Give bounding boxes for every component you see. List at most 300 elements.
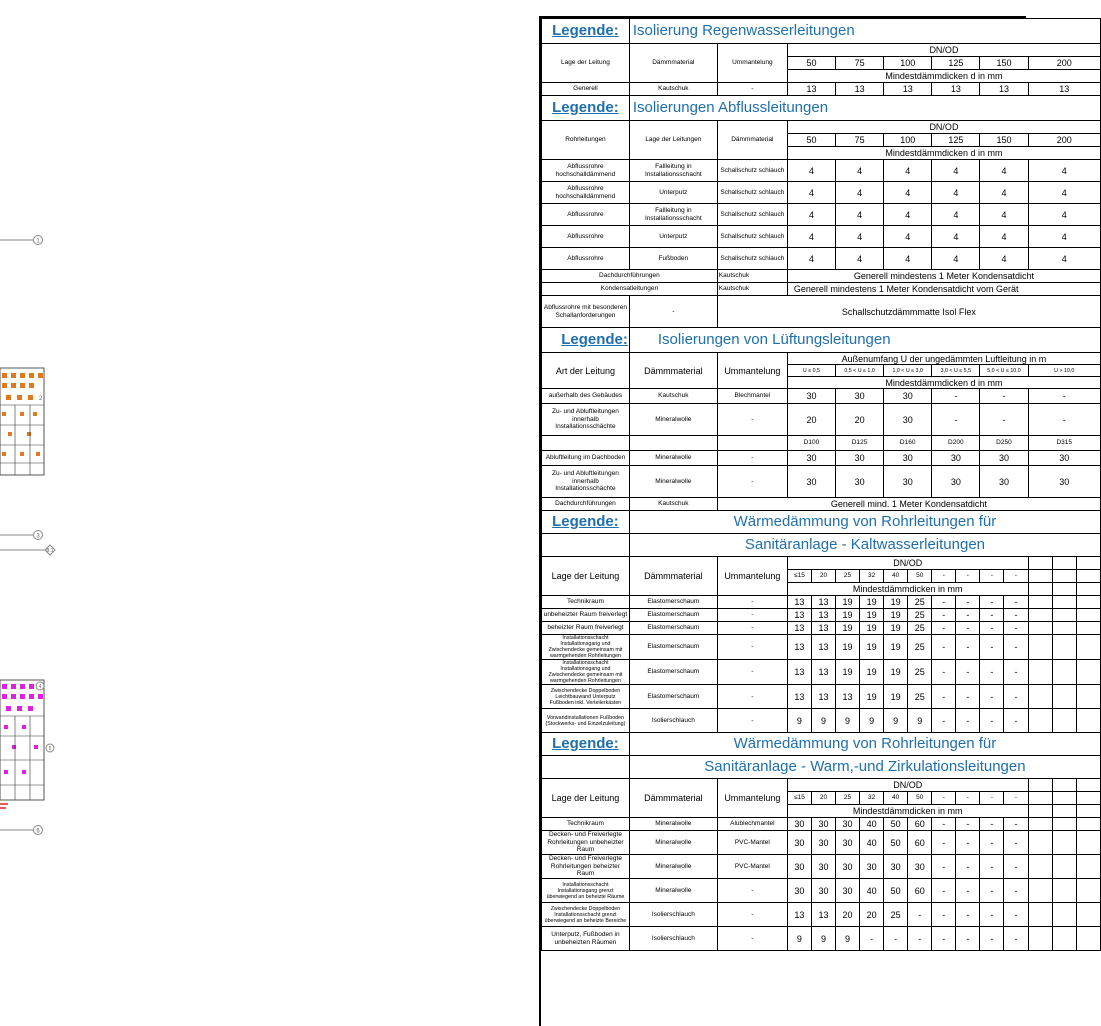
table-row	[542, 831, 1101, 855]
t5-empty-cell	[1076, 831, 1100, 855]
t5-size: 25	[836, 792, 860, 805]
t4-cell: -	[980, 609, 1004, 622]
t3-mat: Mineralwolle	[629, 466, 717, 498]
t5-cell: 30	[908, 855, 932, 879]
table-row	[542, 83, 1101, 96]
t3-cell: 30	[932, 466, 980, 498]
t4-mat: Elastomerschaum	[629, 635, 717, 660]
t3-cell: 30	[980, 466, 1028, 498]
t2-schall-label: Abflussrohre mit besonderen Schallanforderungen	[542, 296, 630, 328]
t3-aussen: Außenumfang U der ungedämmten Luftleitung in m	[787, 353, 1100, 365]
t3-dach-mat: Kautschuk	[629, 498, 717, 511]
t5-cell: -	[1004, 879, 1028, 903]
t5-cell: 9	[787, 927, 811, 951]
t4-cell: -	[956, 709, 980, 733]
t5-empty-cell	[1028, 903, 1052, 927]
t2-cell: 4	[836, 204, 884, 226]
table-row	[542, 436, 1101, 451]
t3-cell: 30	[836, 451, 884, 466]
t4-title2: Sanitäranlage - Kaltwasserleitungen	[629, 534, 1100, 557]
table-row	[542, 609, 1101, 622]
t4-empty-cell	[1052, 685, 1076, 709]
magenta-pipe-block	[0, 680, 54, 808]
t3-cell: 30	[787, 451, 835, 466]
t5-cell: -	[956, 927, 980, 951]
svg-text:1: 1	[36, 238, 40, 245]
t2-cell: 4	[787, 204, 835, 226]
t2-col-lage: Lage der Leitungen	[629, 121, 717, 160]
table-row	[542, 855, 1101, 879]
t4-size: 32	[860, 570, 884, 583]
t3-dsize: D100	[787, 436, 835, 451]
t4-cell: -	[1004, 609, 1028, 622]
t4-cell: -	[932, 660, 956, 685]
t4-empty-cell	[1076, 609, 1100, 622]
t4-empty-cell	[1076, 622, 1100, 635]
t3-col-art: Art der Leitung	[542, 353, 630, 389]
t4-cell: -	[932, 709, 956, 733]
t4-cell: 19	[884, 609, 908, 622]
t4-cell: -	[932, 635, 956, 660]
t4-cell: 25	[908, 596, 932, 609]
t5-cell: -	[932, 855, 956, 879]
t5-dnod: DN/OD	[787, 779, 1028, 792]
t4-cell: -	[980, 660, 1004, 685]
t4-empty-cell	[1052, 709, 1076, 733]
t4-size: 50	[908, 570, 932, 583]
t5-cell: 50	[884, 818, 908, 831]
table-row	[542, 226, 1101, 248]
t2-cell: 4	[932, 248, 980, 270]
t5-cell: -	[1004, 903, 1028, 927]
t4-umm: -	[717, 635, 787, 660]
t5-cell: 40	[860, 831, 884, 855]
t4-cell: -	[956, 596, 980, 609]
t3-art: Zu- und Abluftleitungen innerhalb Installationsschächte	[542, 404, 630, 436]
t4-cell: -	[980, 622, 1004, 635]
t3-cell: 30	[980, 451, 1028, 466]
t5-cell: 30	[811, 818, 835, 831]
t4-empty-cell	[1028, 596, 1052, 609]
t5-cell: -	[980, 855, 1004, 879]
table-row	[542, 685, 1101, 709]
t1-dnod: DN/OD	[787, 44, 1100, 57]
t5-lage: Decken- und Freiverlegte Rohrleitungen beheizter Raum	[542, 855, 630, 879]
t1-cell: 13	[980, 83, 1028, 96]
legend-table	[541, 18, 1101, 951]
t5-lage: Technikraum	[542, 818, 630, 831]
t4-lage: unbeheizter Raum freiverlegt	[542, 609, 630, 622]
t4-cell: 25	[908, 622, 932, 635]
table-row	[542, 879, 1101, 903]
t4-cell: -	[956, 685, 980, 709]
axis-line-3	[0, 531, 55, 556]
t4-cell: 19	[860, 609, 884, 622]
t4-cell: 13	[811, 596, 835, 609]
t3-art: Zu- und Abluftleitungen innerhalb Installationsschächte	[542, 466, 630, 498]
t2-cell: 4	[884, 182, 932, 204]
t2-legend: Legende:	[542, 96, 630, 121]
t5-size: 40	[884, 792, 908, 805]
table-row	[542, 296, 1101, 328]
t5-umm: -	[717, 879, 787, 903]
t4-empty-cell	[1052, 635, 1076, 660]
t3-cell: -	[980, 389, 1028, 404]
t5-title2: Sanitäranlage - Warm,-und Zirkulationsleitungen	[629, 756, 1100, 779]
t5-empty-cell	[1028, 855, 1052, 879]
t2-mat: Schallschutz schlauch	[717, 182, 787, 204]
t3-range: U > 10,0	[1028, 365, 1100, 377]
table-row	[542, 160, 1101, 182]
t5-mat: Isolierschlauch	[629, 903, 717, 927]
table-row	[542, 404, 1101, 436]
t4-cell: 13	[787, 660, 811, 685]
t3-range: 0,5 < U ≤ 1,0	[836, 365, 884, 377]
t4-lage: Zwischendecke Doppelboden Leichtbauwand Unterputz Fußboden inkl. Verteilerkästen	[542, 685, 630, 709]
t3-mat: Mineralwolle	[629, 404, 717, 436]
t2-cell: 4	[1028, 160, 1100, 182]
t4-cell: -	[1004, 596, 1028, 609]
t5-cell: -	[1004, 855, 1028, 879]
t5-cell: 60	[908, 831, 932, 855]
svg-text:5: 5	[48, 746, 52, 752]
t4-empty-cell	[1028, 609, 1052, 622]
t5-cell: 9	[811, 927, 835, 951]
t3-dach-label: Dachdurchführungen	[542, 498, 630, 511]
t3-art: außerhalb des Gebäudes	[542, 389, 630, 404]
t4-empty-cell	[1052, 660, 1076, 685]
t2-lage: Unterputz	[629, 226, 717, 248]
t2-cell: 4	[1028, 204, 1100, 226]
t5-cell: 30	[836, 818, 860, 831]
t4-cell: -	[956, 660, 980, 685]
t2-cell: 4	[1028, 182, 1100, 204]
axis-line-6	[0, 826, 43, 835]
t3-cell: -	[980, 404, 1028, 436]
t4-empty-cell	[1052, 609, 1076, 622]
t1-col-umm: Ummantelung	[717, 44, 787, 83]
t4-cell: -	[980, 635, 1004, 660]
t5-cell: 25	[884, 903, 908, 927]
t4-cell: 19	[884, 685, 908, 709]
t5-empty-cell	[1076, 879, 1100, 903]
t5-size: 50	[908, 792, 932, 805]
t5-cell: 30	[787, 855, 811, 879]
table-row	[542, 451, 1101, 466]
t2-rohr: Abflussrohre	[542, 204, 630, 226]
t4-cell: 13	[811, 622, 835, 635]
t4-empty-cell	[1028, 622, 1052, 635]
t4-cell: 25	[908, 609, 932, 622]
t5-empty-cell	[1052, 792, 1076, 805]
t4-cell: -	[980, 596, 1004, 609]
t5-cell: 30	[884, 855, 908, 879]
t5-cell: -	[956, 818, 980, 831]
t4-cell: -	[932, 609, 956, 622]
t4-cell: 9	[908, 709, 932, 733]
t2-cell: 4	[836, 248, 884, 270]
t2-cell: 4	[932, 226, 980, 248]
t1-row-lage: Generell	[542, 83, 630, 96]
t4-cell: 19	[860, 685, 884, 709]
t5-cell: -	[1004, 818, 1028, 831]
t1-row-mat: Kautschuk	[629, 83, 717, 96]
t3-cell: -	[932, 389, 980, 404]
t5-empty-cell	[1052, 927, 1076, 951]
t5-cell: -	[980, 831, 1004, 855]
t4-cell: 19	[836, 635, 860, 660]
t4-mat: Elastomerschaum	[629, 660, 717, 685]
t4-umm: -	[717, 609, 787, 622]
t4-cell: 19	[860, 622, 884, 635]
t4-mat: Elastomerschaum	[629, 609, 717, 622]
t4-cell: 25	[908, 635, 932, 660]
t3-cell: 20	[787, 404, 835, 436]
t2-schall-text: Schallschutzdämmmatte Isol Flex	[717, 296, 1100, 328]
t2-mindest: Mindestdämmdicken d in mm	[787, 147, 1100, 160]
t4-cell: -	[1004, 660, 1028, 685]
table-row	[542, 204, 1101, 226]
t4-size: -	[980, 570, 1004, 583]
t3-cell: -	[1028, 389, 1100, 404]
t4-size: 25	[836, 570, 860, 583]
t4-cell: -	[1004, 685, 1028, 709]
t5-empty-cell	[1052, 903, 1076, 927]
t4-cell: 25	[908, 660, 932, 685]
t2-header-row	[542, 96, 1101, 121]
t4-empty-cell	[1028, 660, 1052, 685]
t2-cell: 4	[980, 226, 1028, 248]
t4-lage: Vorwandinstallationen Fußboden (Stockwerks- und Einzelzuleitung)	[542, 709, 630, 733]
t5-empty-cell	[1028, 818, 1052, 831]
t1-col-lage: Lage der Leitung	[542, 44, 630, 83]
t3-cell: -	[1028, 404, 1100, 436]
t4-cell: 13	[787, 635, 811, 660]
t5-empty-cell	[1028, 831, 1052, 855]
t5-cell: 30	[836, 831, 860, 855]
t3-dsize: D315	[1028, 436, 1100, 451]
t4-cell: 13	[787, 685, 811, 709]
t4-cell: 9	[787, 709, 811, 733]
t1-cell: 13	[836, 83, 884, 96]
t2-cell: 4	[1028, 226, 1100, 248]
t5-cell: -	[932, 879, 956, 903]
t4-cell: 9	[884, 709, 908, 733]
t3-umm: Blechmantel	[717, 389, 787, 404]
t4-empty-cell	[1052, 622, 1076, 635]
orange-pipe-block	[0, 368, 44, 475]
t3-cell: 30	[932, 451, 980, 466]
t2-dach-mat: Kautschuk	[717, 270, 787, 283]
legend-sheet	[539, 16, 1075, 1026]
t1-title: Isolierung Regenwasserleitungen	[629, 19, 1100, 44]
t4-umm: -	[717, 709, 787, 733]
t5-umm: -	[717, 927, 787, 951]
t5-size: -	[932, 792, 956, 805]
table-row	[542, 466, 1101, 498]
t4-cell: 13	[836, 685, 860, 709]
t5-cell: -	[956, 831, 980, 855]
t4-cell: -	[956, 622, 980, 635]
t4-cell: 13	[787, 622, 811, 635]
t3-header-row	[542, 328, 1101, 353]
t2-mat: Schallschutz schlauch	[717, 160, 787, 182]
t4-mat: Elastomerschaum	[629, 596, 717, 609]
t1-size: 150	[980, 57, 1028, 70]
t2-dach-label: Dachdurchführungen	[542, 270, 718, 283]
t2-mat: Schallschutz schlauch	[717, 204, 787, 226]
t3-mindest: Mindestdämmdicken d in mm	[787, 377, 1100, 389]
t3-range: 1,0 < U ≤ 3,0	[884, 365, 932, 377]
t3-range: 5,0 < U ≤ 10,0	[980, 365, 1028, 377]
svg-text:2: 2	[39, 396, 43, 402]
t4-cell: -	[932, 685, 956, 709]
t4-size: 20	[811, 570, 835, 583]
t4-empty-cell	[1076, 596, 1100, 609]
t4-lage: Installationsschacht Installationsgang und Zwischendecke gemeinsam mit warmgehenden Rohrleitungen	[542, 635, 630, 660]
t5-cell: -	[932, 818, 956, 831]
t3-cell: 30	[836, 389, 884, 404]
t4-cell: 25	[908, 685, 932, 709]
t1-size: 75	[836, 57, 884, 70]
t2-lage: Fußboden	[629, 248, 717, 270]
t2-cell: 4	[787, 182, 835, 204]
t3-cell: 30	[1028, 451, 1100, 466]
t4-cell: 9	[811, 709, 835, 733]
t3-cell: 30	[836, 466, 884, 498]
t5-empty-cell	[1052, 879, 1076, 903]
table-row	[542, 927, 1101, 951]
t4-cell: 19	[860, 635, 884, 660]
t3-col-umm: Ummantelung	[717, 353, 787, 389]
t4-empty-cell	[1052, 570, 1076, 583]
t5-umm: -	[717, 903, 787, 927]
t5-cell: 30	[860, 855, 884, 879]
t1-cell: 13	[932, 83, 980, 96]
t4-legend: Legende:	[542, 511, 630, 534]
t1-size: 100	[884, 57, 932, 70]
t5-size: 32	[860, 792, 884, 805]
t3-dsize: D250	[980, 436, 1028, 451]
t4-col-umm: Ummantelung	[717, 557, 787, 596]
t4-empty-cell	[1076, 709, 1100, 733]
table-row	[542, 903, 1101, 927]
t3-cell: 30	[884, 451, 932, 466]
t4-lage: beheizter Raum freiverlegt	[542, 622, 630, 635]
svg-text:4: 4	[38, 684, 42, 690]
t2-kond-text: Generell mindestens 1 Meter Kondensatdicht vom Gerät	[787, 283, 1100, 296]
t5-cell: 13	[787, 903, 811, 927]
t3-dsize: D160	[884, 436, 932, 451]
t5-cell: 30	[836, 879, 860, 903]
t5-mat: Mineralwolle	[629, 831, 717, 855]
t3-dsize: D125	[836, 436, 884, 451]
t5-empty-cell	[1076, 818, 1100, 831]
t3-cell: 30	[884, 466, 932, 498]
t5-cell: -	[980, 927, 1004, 951]
t5-cell: 50	[884, 879, 908, 903]
t5-cell: -	[908, 903, 932, 927]
t4-cell: 9	[860, 709, 884, 733]
table-row	[542, 635, 1101, 660]
t5-cell: -	[908, 927, 932, 951]
t5-cell: 20	[836, 903, 860, 927]
t4-empty-cell	[1028, 635, 1052, 660]
t2-cell: 4	[884, 226, 932, 248]
t2-cell: 4	[932, 182, 980, 204]
t2-size: 50	[787, 134, 835, 147]
t5-cell: -	[980, 879, 1004, 903]
t2-kond-label: Kondensatleitungen	[542, 283, 718, 296]
t4-cell: 9	[836, 709, 860, 733]
t2-cell: 4	[932, 160, 980, 182]
t4-cell: 13	[811, 660, 835, 685]
table-row	[542, 389, 1101, 404]
t5-cell: 40	[860, 818, 884, 831]
t5-empty-cell	[1076, 792, 1100, 805]
t3-cell: 30	[884, 404, 932, 436]
t2-rohr: Abflussrohre	[542, 248, 630, 270]
t2-lage: Fallleitung in Installationsschacht	[629, 204, 717, 226]
t4-dnod: DN/OD	[787, 557, 1028, 570]
t5-empty-cell	[1076, 903, 1100, 927]
t2-lage: Unterputz	[629, 182, 717, 204]
t4-cell: -	[1004, 635, 1028, 660]
t3-mat: Kautschuk	[629, 389, 717, 404]
t5-legend: Legende:	[542, 733, 630, 756]
t3-umm: -	[717, 451, 787, 466]
t2-size: 150	[980, 134, 1028, 147]
t2-mat: Schallschutz schlauch	[717, 248, 787, 270]
t5-cell: -	[884, 927, 908, 951]
t1-cell: 13	[787, 83, 835, 96]
t4-empty-cell	[1076, 570, 1100, 583]
t2-cell: 4	[980, 204, 1028, 226]
t4-cell: 19	[860, 596, 884, 609]
t4-mindest: Mindestdämmdicken in mm	[787, 583, 1028, 596]
t2-size: 125	[932, 134, 980, 147]
svg-text:8.1: 8.1	[46, 548, 54, 554]
t1-cell: 13	[884, 83, 932, 96]
table-row	[542, 596, 1101, 609]
t4-size: -	[1004, 570, 1028, 583]
t4-cell: -	[956, 609, 980, 622]
t3-cell: 30	[1028, 466, 1100, 498]
t5-umm: Alublechmantel	[717, 818, 787, 831]
t4-cell: 19	[884, 635, 908, 660]
t4-cell: -	[956, 635, 980, 660]
table-row	[542, 248, 1101, 270]
t5-lage: Decken- und Freiverlegte Rohrleitungen unbeheizter Raum	[542, 831, 630, 855]
t2-cell: 4	[884, 248, 932, 270]
t5-empty-cell	[1028, 879, 1052, 903]
t5-cell: -	[932, 927, 956, 951]
t4-cell: -	[1004, 622, 1028, 635]
t4-cell: 13	[787, 596, 811, 609]
t3-range: U ≤ 0,5	[787, 365, 835, 377]
floor-plan-drawing	[0, 0, 540, 1024]
t5-size: -	[1004, 792, 1028, 805]
t5-col-umm: Ummantelung	[717, 779, 787, 818]
t5-empty-cell	[1028, 792, 1052, 805]
t4-lage: Installationsschacht Installationsgang und Zwischendecke gemeinsam mit warmgehenden Rohrleitungen	[542, 660, 630, 685]
t5-cell: 30	[811, 831, 835, 855]
t5-cell: -	[932, 831, 956, 855]
t4-cell: -	[980, 685, 1004, 709]
t4-cell: -	[1004, 709, 1028, 733]
t2-cell: 4	[836, 160, 884, 182]
t5-cell: -	[956, 855, 980, 879]
